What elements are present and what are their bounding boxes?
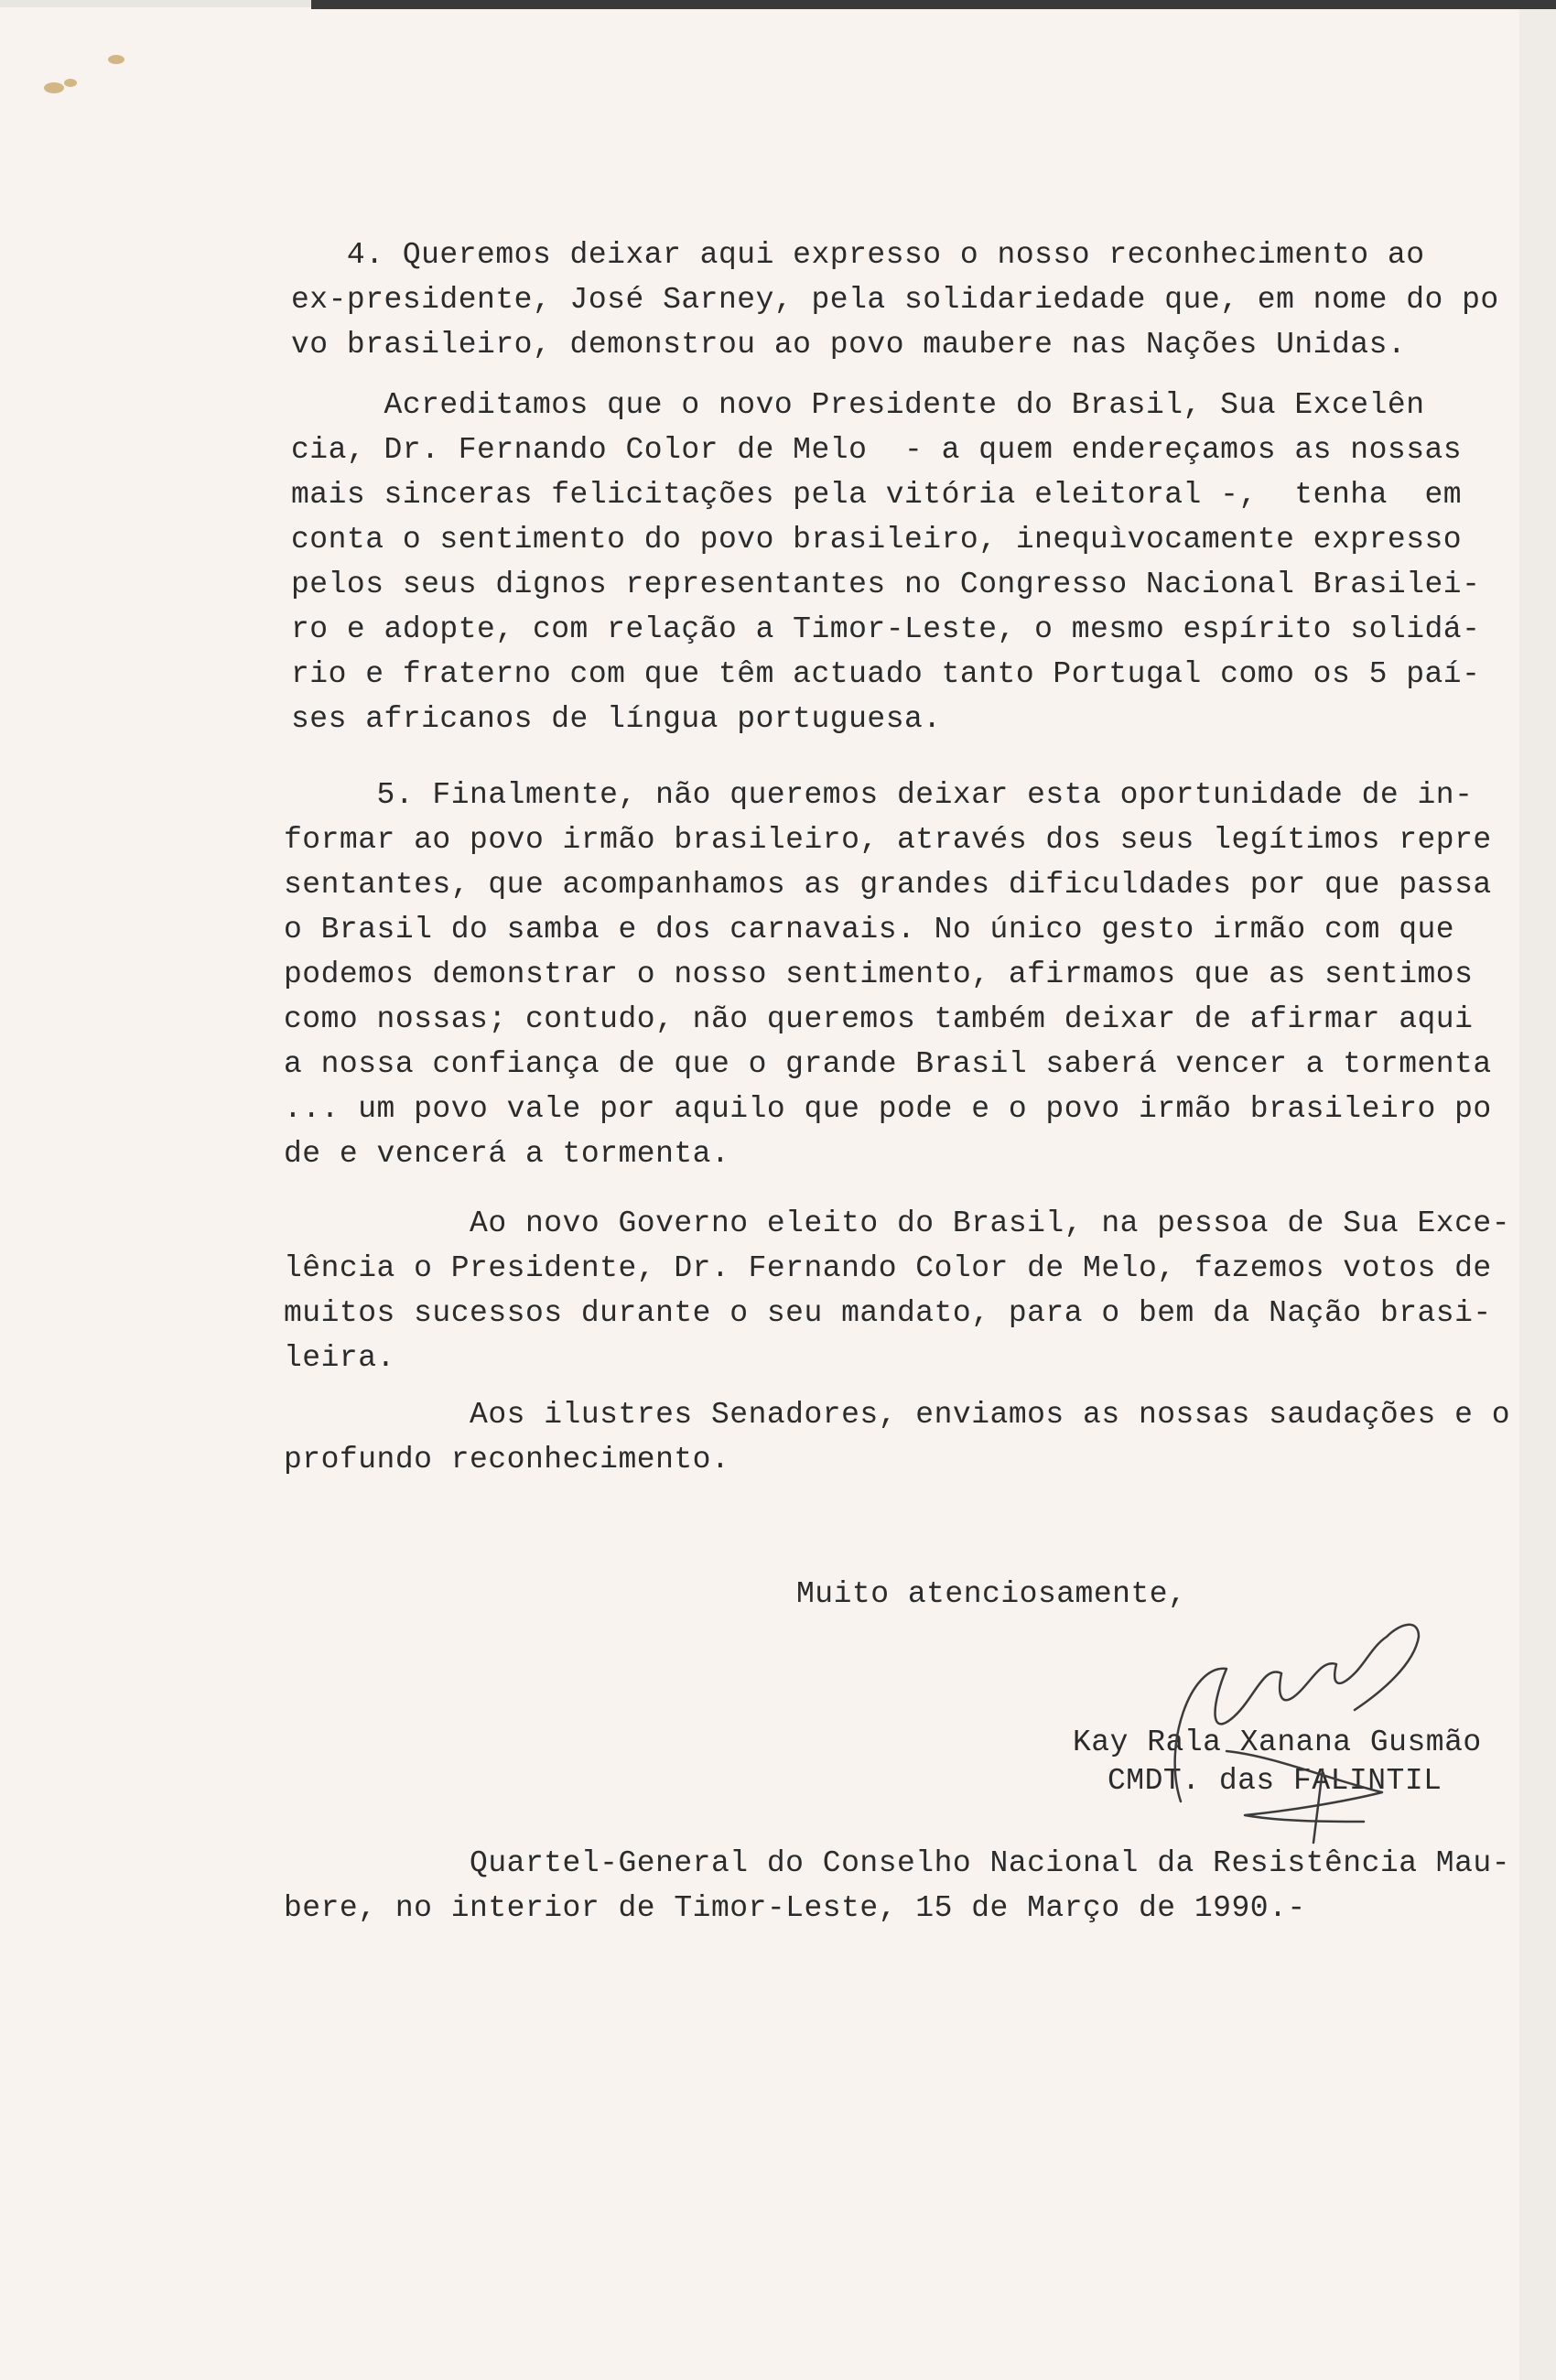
- stain-mark: [108, 55, 124, 64]
- signatory-name: Kay Rala Xanana Gusmão: [1073, 1726, 1482, 1759]
- place-and-date: Quartel-General do Conselho Nacional da Resistência Mau- bere, no interior de Timor-Leste, 15 de Março de 1990.-: [284, 1846, 1511, 1925]
- paragraph-7: Aos ilustres Senadores, enviamos as nossas saudações e o profundo reconhecimento.: [284, 1398, 1511, 1477]
- paragraph-4-continued: Acreditamos que o novo Presidente do Brasil, Sua Excelên cia, Dr. Fernando Color de Melo - a quem endereçamos as nossas mais sinceras felicitações pela vitória eleitoral -, tenha em conta o sentimento do povo brasileiro, inequìvocamente expresso pelos seus dignos representantes no Congresso Nacional Brasilei- ro e adopte, com relação a Timor-Leste, o mesmo espírito solidá- rio e fraterno com que têm actuado tanto Portugal como os 5 paí- ses africanos de língua portuguesa.: [291, 388, 1481, 736]
- page-top-edge: [311, 0, 1556, 9]
- paragraph-5: 5. Finalmente, não queremos deixar esta oportunidade de in- formar ao povo irmão brasileiro, através dos seus legítimos repre sentantes, que acompanhamos as grandes dificuldades por que passa o Brasil do samba e dos carnavais. No único gesto irmão com que podemos demonstrar o nosso sentimento, afirmamos que as sentimos como nossas; contudo, não queremos também deixar de afirmar aqui a nossa confiança de que o grande Brasil saberá vencer a tormenta ... um povo vale por aquilo que pode e o povo irmão brasileiro po de e vencerá a tormenta.: [284, 778, 1492, 1171]
- stain-mark: [44, 82, 64, 93]
- paragraph-4: 4. Queremos deixar aqui expresso o nosso reconhecimento ao ex-presidente, José Sarney, pela solidariedade que, em nome do po vo brasileiro, demonstrou ao povo maubere nas Nações Unidas.: [291, 238, 1499, 362]
- signatory-title: CMDT. das FALINTIL: [1108, 1764, 1443, 1798]
- handwritten-signature: [1126, 1582, 1474, 1856]
- paragraph-6: Ao novo Governo eleito do Brasil, na pessoa de Sua Exce- lência o Presidente, Dr. Fernando Color de Melo, fazemos votos de muitos sucessos durante o seu mandato, para o bem da Nação brasi- leira.: [284, 1206, 1511, 1375]
- stain-mark: [64, 79, 77, 87]
- page-right-edge: [1519, 9, 1556, 2380]
- document-page: [0, 7, 1519, 2380]
- closing-salutation: Muito atenciosamente,: [796, 1577, 1187, 1611]
